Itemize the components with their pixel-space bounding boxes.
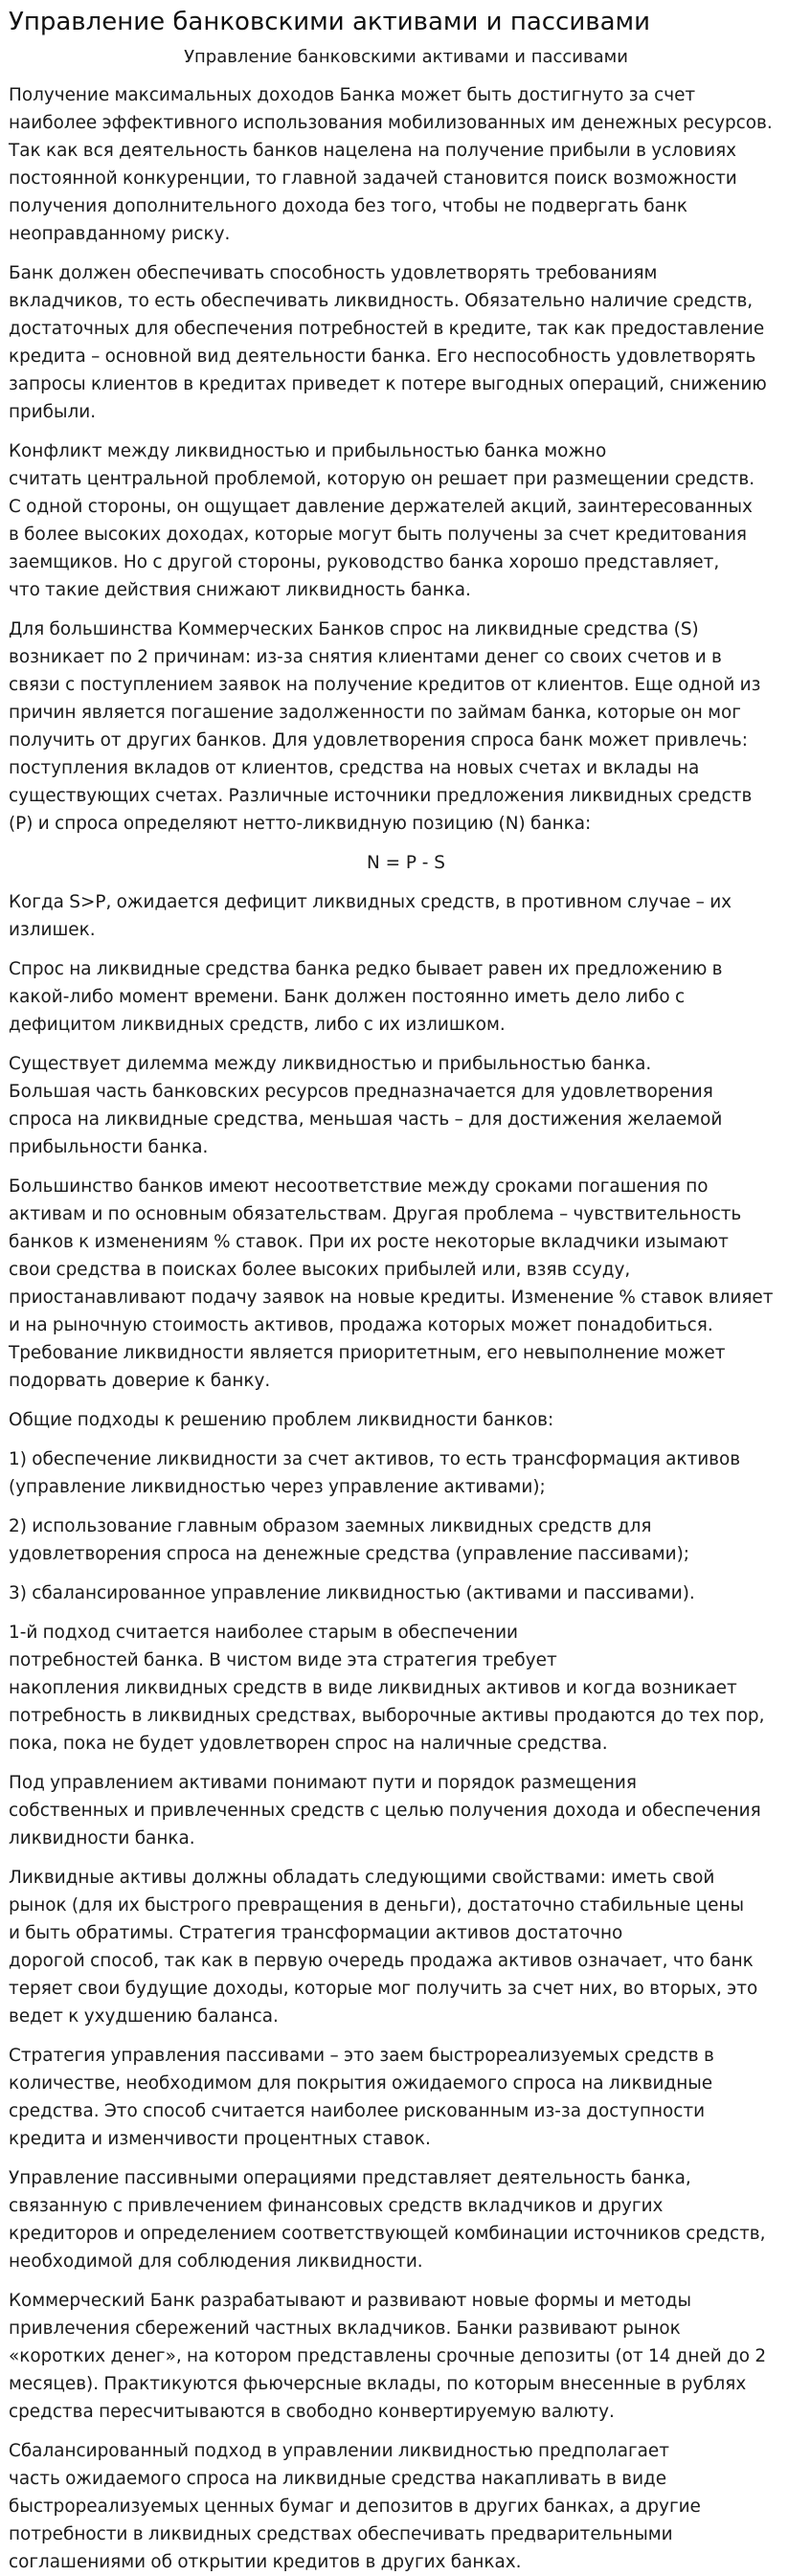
paragraph: Для большинства Коммерческих Банков спрос на ликвидные средства (S) возникает по 2 причинам: из-за снятия клиентами денег со своих счетов и в связи с поступлением заявок на получение кредитов от клиентов. Еще одной из причин является погашение задолженности по займам банка, которые он мог получить от других банков. Для удовлетворения спроса банк может привлечь: поступления вкладов от клиентов, средства на новых счетах и вклады на существующих счетах. Различные источники предложения ликвидных средств (Р) и спроса определяют нетто-ликвидную позицию (N) банка:: [9, 619, 761, 834]
paragraph: Большинство банков имеют несоответствие между сроками погашения по активам и по основным обязательствам. Другая проблема – чувствительность банков к изменениям % ставок. При их росте некоторые вкладчики изымают свои средства в поисках более высоких прибылей или, взяв ссуду, приостанавливают подачу заявок на новые кредиты. Изменение % ставок влияет и на рыночную стоимость активов, продажа которых может понадобиться. Требование ликвидности является приоритетным, его невыполнение может подорвать доверие к банку.: [9, 1176, 774, 1391]
paragraph: Общие подходы к решению проблем ликвидности банков:: [9, 1410, 554, 1430]
list-item: 2) использование главным образом заемных ликвидных средств для удовлетворения спроса на денежные средства (управление пассивами);: [9, 1516, 689, 1564]
paragraph: Спрос на ликвидные средства банка редко бывает равен их предложению в какой-либо момент времени. Банк должен постоянно иметь дело либо с дефицитом ликвидных средств, либо с их излишком.: [9, 959, 723, 1035]
paragraph: Управление пассивными операциями представляет деятельность банка, связанную с привлечением финансовых средств вкладчиков и других кредиторов и определением соответствующей комбинации источников средств, необходимой для соблюдения ликвидности.: [9, 2168, 766, 2272]
paragraph: 1-й подход считается наиболее старым в обеспечении потребностей банка. В чистом виде эта стратегия требует накопления ликвидных средств в виде ликвидных активов и когда возникает потребность в ликвидных средствах, выборочные активы продаются до тех пор, пока, пока не будет удовлетворен спрос на наличные средства.: [9, 1623, 765, 1754]
paragraph: Когда S>P, ожидается дефицит ликвидных средств, в противном случае – их излишек.: [9, 892, 732, 940]
paragraph: Стратегия управления пассивами – это заем быстрореализуемых средств в количестве, необходимом для покрытия ожидаемого спроса на ликвидные средства. Это способ считается наиболее рискованным из-за доступности кредита и изменчивости процентных ставок.: [9, 2046, 714, 2149]
paragraph: Коммерческий Банк разрабатывают и развивают новые формы и методы привлечения сбережений частных вкладчиков. Банки развивают рынок «коротких денег», на котором представлены срочные депозиты (от 14 дней до 2 месяцев). Практикуются фьючерсные вклады, по которым внесенные в рублях средства пересчитываются в свободно конвертируемую валюту.: [9, 2291, 767, 2422]
page-title: Управление банковскими активами и пассивами: [9, 8, 651, 36]
paragraph: Под управлением активами понимают пути и порядок размещения собственных и привлеченных средств с целью получения дохода и обеспечения ликвидности банка.: [9, 1773, 761, 1848]
paragraph: Конфликт между ликвидностью и прибыльностью банка можно считать центральной проблемой, которую он решает при размещении средств. С одной стороны, он ощущает давление держателей акций, заинтересованных в более высоких доходах, которые могут быть получены за счет кредитования заемщиков. Но с другой стороны, руководство банка хорошо представляет, что такие действия снижают ликвидность банка.: [9, 441, 755, 600]
list-item: 3) сбалансированное управление ликвидностью (активами и пассивами).: [9, 1583, 695, 1603]
paragraph: Сбалансированный подход в управлении ликвидностью предполагает часть ожидаемого спроса на ликвидные средства накапливать в виде быстрореализуемых ценных бумаг и депозитов в других банках, а другие потребности в ликвидных средствах обеспечивать предварительными соглашениями об открытии кредитов в других банках.: [9, 2441, 701, 2572]
paragraph: Получение максимальных доходов Банка может быть достигнуто за счет наиболее эффективного использования мобилизованных им денежных ресурсов. Так как вся деятельность банков нацелена на получение прибыли в условиях постоянной конкуренции, то главной задачей становится поиск возможности получения дополнительного дохода без того, чтобы не подвергать банк неоправданному риску.: [9, 85, 773, 244]
document-subtitle: Управление банковскими активами и пассивами: [184, 47, 628, 67]
paragraph: Ликвидные активы должны обладать следующими свойствами: иметь свой рынок (для их быстрого превращения в деньги), достаточно стабильные цены и быть обратимы. Стратегия трансформации активов достаточно дорогой способ, так как в первую очередь продажа активов означает, что банк теряет свои будущие доходы, которые мог получить за счет них, во вторых, это ведет к ухудшению баланса.: [9, 1868, 758, 2027]
paragraph: Существует дилемма между ликвидностью и прибыльностью банка. Большая часть банковских ресурсов предназначается для удовлетворения спроса на ликвидные средства, меньшая часть – для достижения желаемой прибыльности банка.: [9, 1054, 723, 1157]
formula: N = P - S: [367, 853, 445, 873]
list-item: 1) обеспечение ликвидности за счет активов, то есть трансформация активов (управление ликвидностью через управление активами);: [9, 1449, 741, 1497]
paragraph: Банк должен обеспечивать способность удовлетворять требованиям вкладчиков, то есть обеспечивать ликвидность. Обязательно наличие средств, достаточных для обеспечения потребностей в кредите, так как предоставление кредита – основной вид деятельности банка. Его неспособность удовлетворять запросы клиентов в кредитах приведет к потере выгодных операций, снижению прибыли.: [9, 263, 767, 422]
